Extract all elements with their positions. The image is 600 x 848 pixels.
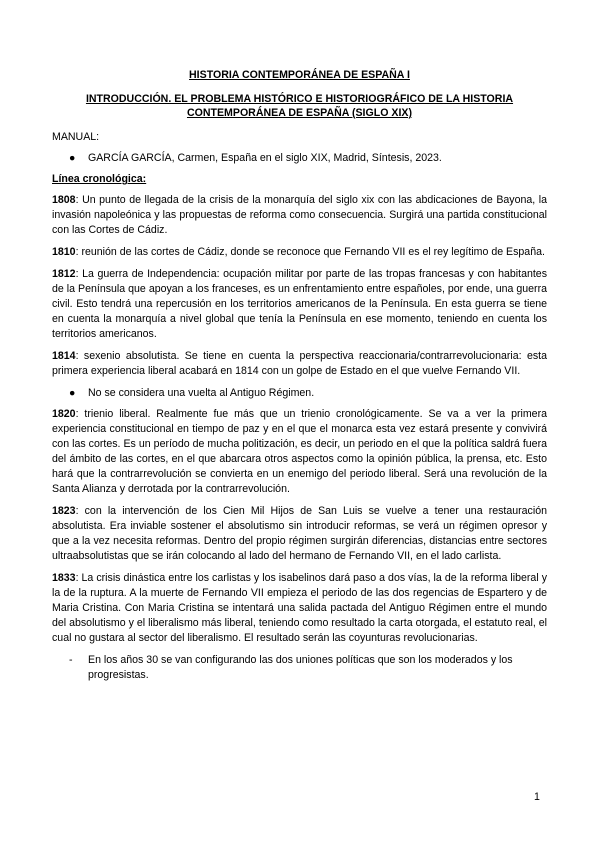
entry-year: 1810 bbox=[52, 246, 76, 258]
entry-year: 1823 bbox=[52, 505, 76, 517]
timeline-entry-1810 bbox=[52, 245, 547, 260]
manual-list bbox=[52, 151, 547, 166]
note-list-1833 bbox=[52, 653, 547, 683]
list-item bbox=[69, 386, 547, 401]
entry-text: : La crisis dinástica entre los carlistas y los isabelinos dará paso a dos vías, la de la reforma liberal y la de la ruptura. A la muerte de Fernando VII empieza el periodo de las dos regencias de Espartero y de Maria Cristina. Con Maria Cristina se intentará una salida pactada del Antiguo Régimen entre el mundo del absolutismo y el liberalismo más liberal, teniendo como resultado la carta otorgada, el estatuto real, el cual no gustara al sector del liberalismo. El resultado serán las coyunturas revolucionarias. bbox=[52, 572, 547, 644]
manual-label: MANUAL: bbox=[52, 131, 100, 143]
list-item bbox=[69, 653, 547, 683]
entry-text: : sexenio absolutista. Se tiene en cuenta la perspectiva reaccionaria/contrarrevolucionaria: esta primera experiencia liberal acabará en 1814 con un golpe de Estado en el que vuelve Fernando VII. bbox=[52, 350, 547, 377]
document-page bbox=[52, 68, 547, 689]
page-number: 1 bbox=[534, 791, 540, 803]
subtitle-line-1: INTRODUCCIÓN. EL PROBLEMA HISTÓRICO E HISTORIOGRÁFICO DE LA HISTORIA bbox=[85, 93, 514, 105]
document-subtitle bbox=[52, 92, 547, 120]
timeline-entry-1820 bbox=[52, 407, 547, 497]
entry-year: 1820 bbox=[52, 408, 76, 420]
entry-year: 1812 bbox=[52, 268, 76, 280]
bullet-icon: ● bbox=[69, 387, 76, 399]
bullet-icon: ● bbox=[69, 152, 76, 164]
note-text: En los años 30 se van configurando las dos uniones políticas que son los moderados y los progresistas. bbox=[88, 654, 513, 681]
note-list-1814 bbox=[52, 386, 547, 401]
entry-text: : Un punto de llegada de la crisis de la monarquía del siglo xix con las abdicaciones de Bayona, la invasión napoleónica y las propuestas de reforma como consecuencia. Surgirá una partida constitucional con las Cortes de Cádiz. bbox=[52, 194, 547, 236]
note-text: No se considera una vuelta al Antiguo Régimen. bbox=[88, 387, 315, 399]
timeline-entry-1814 bbox=[52, 349, 547, 379]
entry-year: 1814 bbox=[52, 350, 76, 362]
entry-year: 1833 bbox=[52, 572, 76, 584]
timeline-entry-1808 bbox=[52, 193, 547, 238]
manual-reference: GARCÍA GARCÍA, Carmen, España en el siglo XIX, Madrid, Síntesis, 2023. bbox=[88, 152, 442, 164]
list-item bbox=[69, 151, 547, 166]
entry-text: : con la intervención de los Cien Mil Hijos de San Luis se vuelve a tener una restauración absolutista. Era inviable sostener el absolutismo sin introducir reformas, se verá un régimen opresor y que a la vez necesita reformas. Dentro del propio régimen surgirán diferencias, distancias entre sectores ultraabsolutistas que se irán colocando al lado del hermano de Fernando VII, en el lado carlista. bbox=[52, 505, 547, 562]
subtitle-line-2: CONTEMPORÁNEA DE ESPAÑA (SIGLO XIX) bbox=[186, 107, 413, 119]
entry-text: : La guerra de Independencia: ocupación militar por parte de las tropas francesas y con habitantes de la Península que apoyan a los franceses, es un enfrentamiento entre españoles, por ende, una guerra civil. Esto tendrá una repercusión en los territorios americanos de la Península. En esta guerra se tiene en cuenta la monarquía a nivel global que tenía la Península en ese momento, teniendo en cuenta los territorios americanos. bbox=[52, 268, 547, 340]
document-title: HISTORIA CONTEMPORÁNEA DE ESPAÑA I bbox=[189, 69, 410, 81]
entry-text: : reunión de las cortes de Cádiz, donde se reconoce que Fernando VII es el rey legítimo de España. bbox=[75, 246, 545, 258]
entry-year: 1808 bbox=[52, 194, 76, 206]
timeline-entry-1833 bbox=[52, 571, 547, 646]
entry-text: : trienio liberal. Realmente fue más que un trienio cronológicamente. Se va a ver la primera experiencia constitucional en tiempo de paz y en el que el monarca esta vez estará presente y convivirá con las cortes. Es un período de mucha politización, es decir, un periodo en el que la política saldrá fuera del ámbito de las cortes, en el que abarcara otros aspectos como la opinión pública, la prensa, etc. Esto hará que la contrarrevolución se convierta en un enemigo del periodo liberal. Será una revolución de la Santa Alianza y derrotada por la contrarrevolución. bbox=[52, 408, 547, 495]
timeline-entry-1823 bbox=[52, 504, 547, 564]
section-title: Línea cronológica: bbox=[52, 173, 147, 185]
dash-icon: - bbox=[69, 654, 73, 666]
timeline-entry-1812 bbox=[52, 267, 547, 342]
